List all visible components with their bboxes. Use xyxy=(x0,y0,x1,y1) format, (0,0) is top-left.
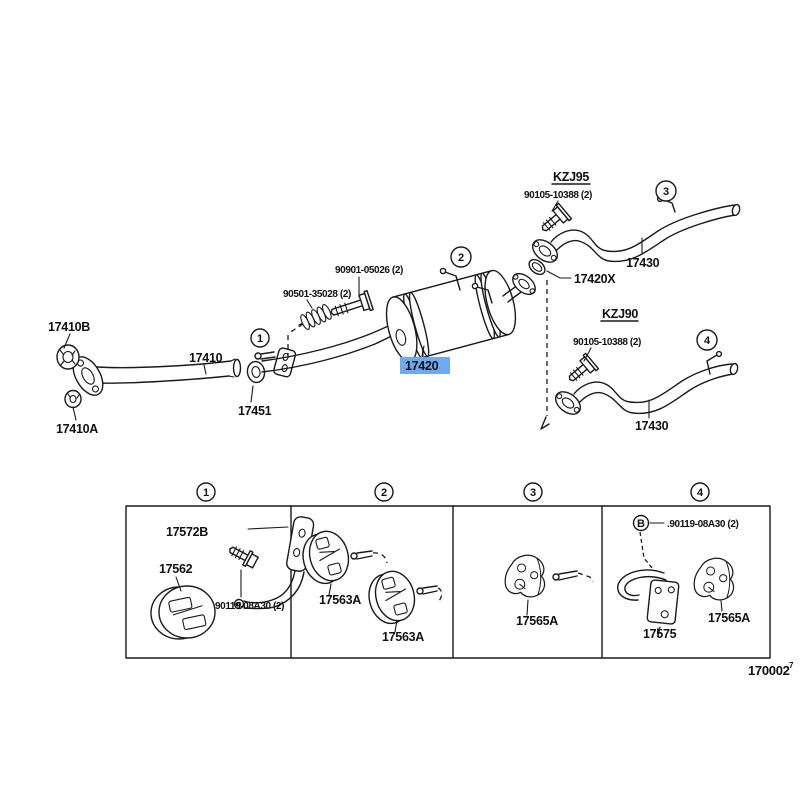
callout-3 xyxy=(656,181,676,201)
svg-text:1: 1 xyxy=(202,487,210,499)
cell3-rod xyxy=(553,571,593,582)
table-callout-4 xyxy=(691,483,709,501)
part-label-17430-top[interactable]: 17430 xyxy=(626,256,660,270)
cell4-hanger-17565A xyxy=(694,558,733,600)
callout-4 xyxy=(697,330,717,350)
table-part-17562[interactable]: 17562 xyxy=(159,562,193,576)
svg-text:4: 4 xyxy=(696,487,704,499)
cell4-bracket-17575 xyxy=(618,570,679,624)
callout-2 xyxy=(451,247,471,267)
svg-text:3: 3 xyxy=(662,186,670,198)
cell1-bolt-90119 xyxy=(226,542,259,570)
joint-spring-drawing xyxy=(295,303,333,332)
cell3-leader xyxy=(527,600,528,615)
table-part-17563A-front[interactable]: 17563A xyxy=(319,593,361,607)
part-label-joint-bolt[interactable]: 90901-05026 (2) xyxy=(335,265,403,276)
table-part-17563A-rear[interactable]: 17563A xyxy=(382,630,424,644)
table-callout-2 xyxy=(375,483,393,501)
model-code-kzj90: KZJ90 xyxy=(602,307,639,321)
svg-text:B: B xyxy=(637,518,645,530)
svg-text:4: 4 xyxy=(703,335,711,347)
part-label-17420-selected[interactable]: 17420 xyxy=(405,359,439,373)
part-label-17430-bottom[interactable]: 17430 xyxy=(635,419,669,433)
table-callout-1 xyxy=(197,483,215,501)
cell2-hanger-rear xyxy=(363,567,420,628)
muffler-drawing xyxy=(381,267,522,364)
figure-code-mark: 7 xyxy=(789,661,794,670)
model-code-kzj95: KZJ95 xyxy=(553,170,590,184)
figure-code: 170002 xyxy=(748,663,790,678)
cell2-rod-rear xyxy=(417,586,442,603)
cell1-hanger-17562 xyxy=(151,586,215,639)
front-pipe-gasket-drawing xyxy=(57,345,79,369)
table-part-17565A-c3[interactable]: 17565A xyxy=(516,614,558,628)
kzj90-tailpipe-drawing xyxy=(551,352,738,419)
svg-text:2: 2 xyxy=(380,487,388,499)
table-callout-3 xyxy=(524,483,542,501)
callout-1 xyxy=(251,329,269,347)
part-label-kzj90-bolt[interactable]: 90105-10388 (2) xyxy=(573,337,641,348)
table-part-17575[interactable]: 17575 xyxy=(643,627,677,641)
table-part-90119-b[interactable]: .90119-08A30 (2) xyxy=(667,519,739,530)
svg-text:1: 1 xyxy=(256,333,264,345)
cell4-badge-B xyxy=(634,516,665,569)
part-label-17410B[interactable]: 17410B xyxy=(48,320,90,334)
front-pipe-rear-gasket-drawing xyxy=(65,391,81,408)
part-label-joint-spring[interactable]: 90501-35028 (2) xyxy=(283,289,351,300)
cell3-hanger-17565A xyxy=(505,555,544,597)
svg-text:3: 3 xyxy=(529,487,537,499)
part-label-17410A[interactable]: 17410A xyxy=(56,422,98,436)
table-part-17565A-c4[interactable]: 17565A xyxy=(708,611,750,625)
table-part-90119[interactable]: 90119-08A30 (2) xyxy=(215,601,285,612)
part-label-kzj95-bolt[interactable]: 90105-10388 (2) xyxy=(524,190,592,201)
variant-connector-dashes xyxy=(541,280,549,429)
svg-text:2: 2 xyxy=(457,252,465,264)
part-label-17410[interactable]: 17410 xyxy=(189,351,223,365)
table-part-17572B[interactable]: 17572B xyxy=(166,525,208,539)
cell2-rod-front xyxy=(351,551,387,563)
part-label-17451[interactable]: 17451 xyxy=(238,404,272,418)
part-label-17420X[interactable]: 17420X xyxy=(574,272,616,286)
